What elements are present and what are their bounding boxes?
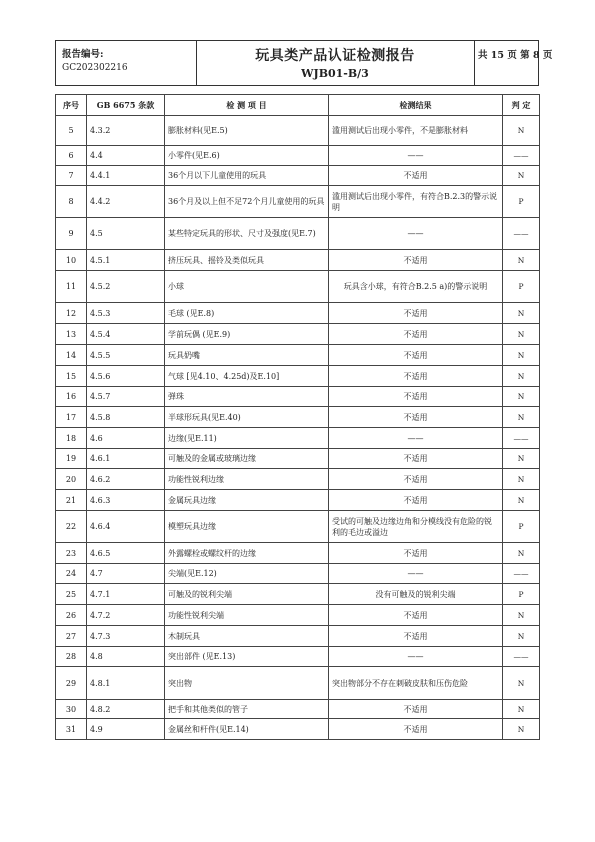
report-number-label: 报告编号: [62, 49, 104, 60]
row-result: —— [329, 146, 503, 166]
row-verdict: —— [503, 647, 540, 667]
row-item: 突出部件 (见E.13) [165, 647, 329, 667]
row-result: 不适用 [329, 166, 503, 186]
row-item: 弹珠 [165, 387, 329, 407]
row-number: 18 [56, 428, 87, 449]
row-number: 12 [56, 303, 87, 324]
row-item: 外露螺栓或螺纹杆的边缘 [165, 543, 329, 564]
row-number: 16 [56, 387, 87, 407]
row-item: 模塑玩具边缘 [165, 511, 329, 543]
row-clause: 4.8.2 [87, 700, 165, 719]
row-number: 24 [56, 564, 87, 584]
table-row [56, 667, 540, 700]
row-result: —— [329, 218, 503, 250]
row-result: 突出物部分不存在刺破皮肤和压伤危险 [329, 667, 503, 700]
row-clause: 4.6.1 [87, 449, 165, 469]
row-result: 不适用 [329, 324, 503, 345]
row-result: 不适用 [329, 387, 503, 407]
row-result: 不适用 [329, 543, 503, 564]
row-number: 27 [56, 626, 87, 647]
column-header-clause: GB 6675 条款 [87, 95, 165, 116]
row-verdict: N [503, 719, 540, 740]
row-number: 7 [56, 166, 87, 186]
row-verdict: N [503, 667, 540, 700]
table-row [56, 387, 540, 407]
row-number: 11 [56, 271, 87, 303]
row-item: 金属玩具边缘 [165, 490, 329, 511]
table-row [56, 271, 540, 303]
row-verdict: N [503, 366, 540, 387]
row-result: 受试的可触及边缘边角和分模线没有危险的锐利的毛边或溢边 [329, 511, 503, 543]
report-header [55, 40, 553, 86]
row-number: 9 [56, 218, 87, 250]
row-item: 边缘(见E.11) [165, 428, 329, 449]
row-clause: 4.8.1 [87, 667, 165, 700]
row-clause: 4.4.1 [87, 166, 165, 186]
row-clause: 4.5 [87, 218, 165, 250]
table-row [56, 116, 540, 146]
row-number: 31 [56, 719, 87, 740]
table-row [56, 647, 540, 667]
report-number-value: GC202302216 [62, 63, 128, 73]
table-row [56, 700, 540, 719]
row-clause: 4.7 [87, 564, 165, 584]
row-number: 21 [56, 490, 87, 511]
row-number: 17 [56, 407, 87, 428]
table-row [56, 407, 540, 428]
column-header-no: 序号 [56, 95, 87, 116]
row-number: 23 [56, 543, 87, 564]
row-verdict: N [503, 449, 540, 469]
row-verdict: N [503, 116, 540, 146]
row-number: 10 [56, 250, 87, 271]
row-item: 功能性锐利边缘 [165, 469, 329, 490]
row-item: 小零件(见E.6) [165, 146, 329, 166]
row-item: 把手和其他类似的管子 [165, 700, 329, 719]
row-verdict: N [503, 490, 540, 511]
table-row [56, 146, 540, 166]
table-row [56, 449, 540, 469]
table-row [56, 345, 540, 366]
table-row [56, 564, 540, 584]
row-verdict: —— [503, 428, 540, 449]
row-verdict: N [503, 166, 540, 186]
table-row [56, 584, 540, 605]
row-result: —— [329, 428, 503, 449]
row-item: 膨胀材料(见E.5) [165, 116, 329, 146]
row-item: 气球 [见4.10、4.25d)及E.10] [165, 366, 329, 387]
row-verdict: N [503, 250, 540, 271]
row-result: 不适用 [329, 700, 503, 719]
row-result: 不适用 [329, 469, 503, 490]
row-clause: 4.6 [87, 428, 165, 449]
row-clause: 4.4 [87, 146, 165, 166]
row-verdict: N [503, 303, 540, 324]
row-verdict: P [503, 271, 540, 303]
row-clause: 4.5.3 [87, 303, 165, 324]
row-number: 14 [56, 345, 87, 366]
row-verdict: N [503, 324, 540, 345]
row-number: 26 [56, 605, 87, 626]
column-header-result: 检测结果 [329, 95, 503, 116]
row-item: 木制玩具 [165, 626, 329, 647]
row-item: 可触及的锐利尖端 [165, 584, 329, 605]
row-result: 没有可触及的锐利尖端 [329, 584, 503, 605]
row-verdict: N [503, 605, 540, 626]
row-verdict: —— [503, 146, 540, 166]
table-row [56, 186, 540, 218]
row-item: 可触及的金属或玻璃边缘 [165, 449, 329, 469]
row-verdict: —— [503, 564, 540, 584]
row-item: 小球 [165, 271, 329, 303]
row-result: 不适用 [329, 605, 503, 626]
row-clause: 4.5.7 [87, 387, 165, 407]
row-clause: 4.5.5 [87, 345, 165, 366]
row-clause: 4.6.5 [87, 543, 165, 564]
row-verdict: N [503, 700, 540, 719]
table-row [56, 511, 540, 543]
table-body [56, 116, 540, 740]
row-number: 19 [56, 449, 87, 469]
table-row [56, 719, 540, 740]
row-clause: 4.7.3 [87, 626, 165, 647]
row-clause: 4.5.4 [87, 324, 165, 345]
row-clause: 4.8 [87, 647, 165, 667]
row-clause: 4.7.2 [87, 605, 165, 626]
row-item: 某些特定玩具的形状、尺寸及强度(见E.7) [165, 218, 329, 250]
row-clause: 4.9 [87, 719, 165, 740]
table-row [56, 605, 540, 626]
row-verdict: P [503, 511, 540, 543]
row-number: 13 [56, 324, 87, 345]
report-title-cell [196, 41, 475, 85]
row-result: 滥用测试后出现小零件，不是膨胀材料 [329, 116, 503, 146]
row-number: 15 [56, 366, 87, 387]
inspection-table [55, 94, 540, 740]
row-clause: 4.5.2 [87, 271, 165, 303]
row-result: 不适用 [329, 719, 503, 740]
table-row [56, 366, 540, 387]
row-result: 不适用 [329, 345, 503, 366]
row-result: 不适用 [329, 407, 503, 428]
row-clause: 4.5.1 [87, 250, 165, 271]
row-result: 不适用 [329, 626, 503, 647]
row-item: 金属丝和杆件(见E.14) [165, 719, 329, 740]
row-clause: 4.3.2 [87, 116, 165, 146]
row-item: 挤压玩具、摇铃及类似玩具 [165, 250, 329, 271]
row-number: 30 [56, 700, 87, 719]
row-number: 5 [56, 116, 87, 146]
page-info-cell [474, 41, 553, 85]
row-result: 不适用 [329, 449, 503, 469]
row-result: 滥用测试后出现小零件，有符合B.2.3的警示说明 [329, 186, 503, 218]
row-verdict: N [503, 407, 540, 428]
row-item: 36个月以下儿童使用的玩具 [165, 166, 329, 186]
row-result: —— [329, 647, 503, 667]
row-verdict: P [503, 186, 540, 218]
row-number: 6 [56, 146, 87, 166]
report-title: 玩具类产品认证检测报告 [255, 48, 415, 64]
row-item: 功能性锐利尖端 [165, 605, 329, 626]
table-row [56, 428, 540, 449]
row-verdict: N [503, 543, 540, 564]
row-result: 不适用 [329, 303, 503, 324]
row-clause: 4.6.4 [87, 511, 165, 543]
row-verdict: —— [503, 218, 540, 250]
row-result: 不适用 [329, 366, 503, 387]
row-result: 不适用 [329, 490, 503, 511]
table-row [56, 303, 540, 324]
column-header-item: 检 测 项 目 [165, 95, 329, 116]
row-verdict: P [503, 584, 540, 605]
row-number: 22 [56, 511, 87, 543]
row-number: 20 [56, 469, 87, 490]
column-header-verdict: 判 定 [503, 95, 540, 116]
row-number: 29 [56, 667, 87, 700]
row-clause: 4.4.2 [87, 186, 165, 218]
table-row [56, 490, 540, 511]
row-item: 玩具奶嘴 [165, 345, 329, 366]
row-number: 25 [56, 584, 87, 605]
row-item: 36个月及以上但不足72个月儿童使用的玩具 [165, 186, 329, 218]
row-result: —— [329, 564, 503, 584]
row-clause: 4.6.3 [87, 490, 165, 511]
row-item: 突出物 [165, 667, 329, 700]
page-info: 共 15 页 第 8 页 [478, 50, 553, 61]
row-clause: 4.7.1 [87, 584, 165, 605]
row-number: 28 [56, 647, 87, 667]
row-item: 毛球 (见E.8) [165, 303, 329, 324]
table-row [56, 324, 540, 345]
table-row [56, 626, 540, 647]
row-item: 半球形玩具(见E.40) [165, 407, 329, 428]
table-header-row [56, 95, 540, 116]
row-item: 尖端(见E.12) [165, 564, 329, 584]
report-number-cell [56, 41, 197, 85]
report-code: WJB01-B/3 [301, 67, 369, 80]
table-row [56, 543, 540, 564]
row-verdict: N [503, 345, 540, 366]
row-verdict: N [503, 469, 540, 490]
row-clause: 4.5.6 [87, 366, 165, 387]
table-row [56, 250, 540, 271]
table-row [56, 218, 540, 250]
row-result: 不适用 [329, 250, 503, 271]
row-item: 学前玩偶 (见E.9) [165, 324, 329, 345]
row-number: 8 [56, 186, 87, 218]
table-row [56, 469, 540, 490]
row-verdict: N [503, 626, 540, 647]
row-clause: 4.5.8 [87, 407, 165, 428]
table-row [56, 166, 540, 186]
row-clause: 4.6.2 [87, 469, 165, 490]
row-verdict: N [503, 387, 540, 407]
row-result: 玩具含小球，有符合B.2.5 a)的警示说明 [329, 271, 503, 303]
